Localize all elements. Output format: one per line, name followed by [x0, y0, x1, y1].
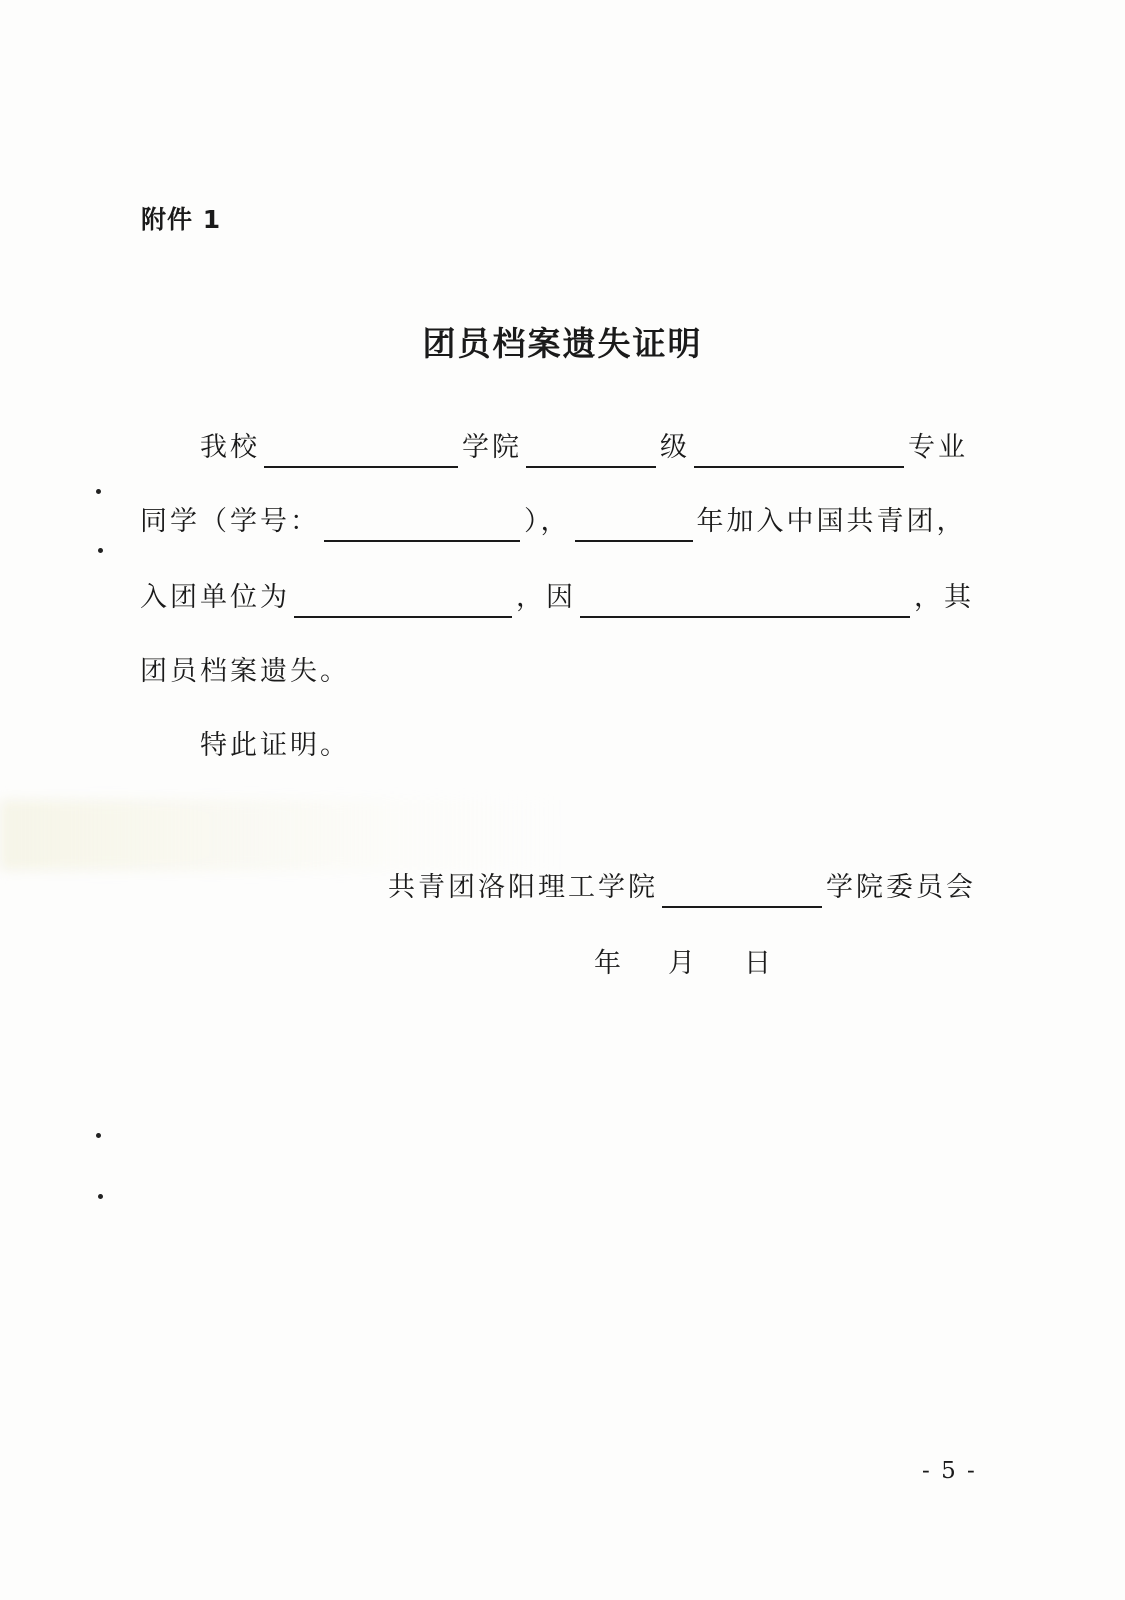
text-close-paren: ）， [524, 506, 571, 537]
text-major: 专业 [908, 432, 968, 463]
text-our-school: 我校 [200, 432, 260, 463]
blank-grade[interactable] [526, 432, 656, 468]
scan-smudge [0, 800, 560, 870]
text-grade: 级 [660, 432, 690, 463]
text-join-unit: 入团单位为 [140, 582, 290, 613]
scan-dot [98, 1194, 103, 1199]
date-day: 日 [744, 948, 771, 979]
text-joined-league: 年加入中国共青团， [696, 506, 967, 537]
text-hereby-certify: 特此证明。 [200, 730, 350, 761]
scan-dot [96, 489, 101, 494]
blank-college-name[interactable] [662, 872, 822, 908]
attachment-label: 附件 1 [141, 205, 222, 234]
scan-dot [96, 1133, 101, 1138]
text-student-id-prefix: 同学（学号： [140, 506, 320, 537]
text-its: ，其 [914, 582, 974, 613]
blank-college[interactable] [264, 432, 458, 468]
blank-reason[interactable] [580, 582, 910, 618]
body-line-2 [140, 502, 980, 542]
text-committee-suffix: 学院委员会 [826, 872, 976, 903]
page-number: - 5 - [922, 1458, 977, 1484]
blank-student-id[interactable] [324, 506, 520, 542]
blank-join-year[interactable] [575, 506, 693, 542]
document-title: 团员档案遗失证明 [422, 324, 703, 363]
blank-major[interactable] [694, 432, 904, 468]
text-committee-prefix: 共青团洛阳理工学院 [388, 872, 658, 903]
body-line-1 [200, 428, 990, 468]
blank-join-unit[interactable] [294, 582, 512, 618]
body-line-3 [140, 578, 980, 618]
signature-line [388, 868, 988, 908]
text-archive-lost: 团员档案遗失。 [140, 656, 350, 687]
date-year: 年 [594, 948, 621, 979]
date-month: 月 [668, 948, 695, 979]
scan-dot [98, 548, 103, 553]
body-line-4 [140, 652, 980, 692]
body-line-5 [200, 726, 1040, 766]
text-college: 学院 [462, 432, 522, 463]
date-line [0, 944, 1125, 984]
text-because: ，因 [516, 582, 576, 613]
